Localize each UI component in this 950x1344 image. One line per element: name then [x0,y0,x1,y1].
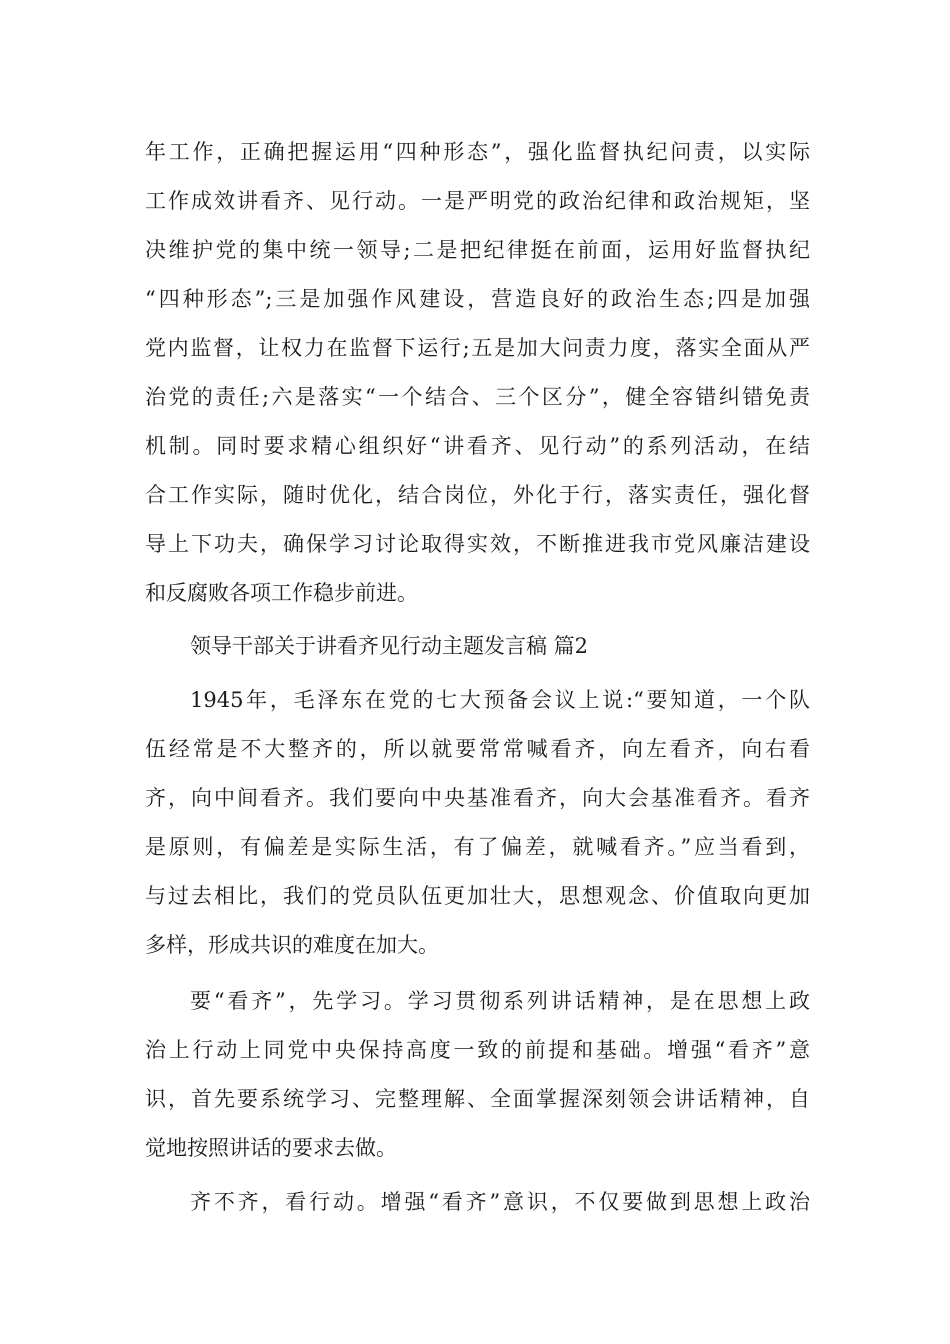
body-text-line: 要“看齐”，先学习。学习贯彻系列讲话精神，是在思想上政 [190,989,810,1013]
body-text-line: 觉地按照讲话的要求去做。 [145,1136,397,1160]
body-text-line: 齐不齐，看行动。增强“看齐”意识，不仅要做到思想上政治 [190,1190,810,1214]
body-text-line: 年工作，正确把握运用“四种形态”，强化监督执纪问责，以实际 [145,140,810,164]
body-text-line: 决维护党的集中统一领导;二是把纪律挺在前面，运用好监督执纪 [145,238,810,262]
body-text-line: 导上下功夫，确保学习讨论取得实效，不断推进我市党风廉洁建设 [145,532,810,556]
body-text-line: 齐，向中间看齐。我们要向中央基准看齐，向大会基准看齐。看齐 [145,786,810,810]
body-text-line: 合工作实际，随时优化，结合岗位，外化于行，落实责任，强化督 [145,483,810,507]
body-text-line: 多样，形成共识的难度在加大。 [145,933,439,957]
body-text-line: 1945年，毛泽东在党的七大预备会议上说:“要知道，一个队 [190,688,810,712]
body-text-line: 治上行动上同党中央保持高度一致的前提和基础。增强“看齐”意 [145,1038,810,1062]
body-text-line: 与过去相比，我们的党员队伍更加壮大，思想观念、价值取向更加 [145,884,810,908]
body-text-line: 伍经常是不大整齐的，所以就要常常喊看齐，向左看齐，向右看 [145,737,810,761]
body-text-line: 是原则，有偏差是实际生活，有了偏差，就喊看齐。”应当看到， [145,835,810,859]
body-text-line: 识，首先要系统学习、完整理解、全面掌握深刻领会讲话精神，自 [145,1087,810,1111]
body-text-line: “四种形态”;三是加强作风建设，营造良好的政治生态;四是加强 [145,287,810,311]
body-text-line: 党内监督，让权力在监督下运行;五是加大问责力度，落实全面从严 [145,336,810,360]
section-heading: 领导干部关于讲看齐见行动主题发言稿 篇2 [190,634,589,658]
body-text-line: 治党的责任;六是落实“一个结合、三个区分”，健全容错纠错免责 [145,385,810,409]
body-text-line: 和反腐败各项工作稳步前进。 [145,581,418,605]
body-text-line: 工作成效讲看齐、见行动。一是严明党的政治纪律和政治规矩，坚 [145,189,810,213]
body-text-line: 机制。同时要求精心组织好“讲看齐、见行动”的系列活动，在结 [145,434,810,458]
